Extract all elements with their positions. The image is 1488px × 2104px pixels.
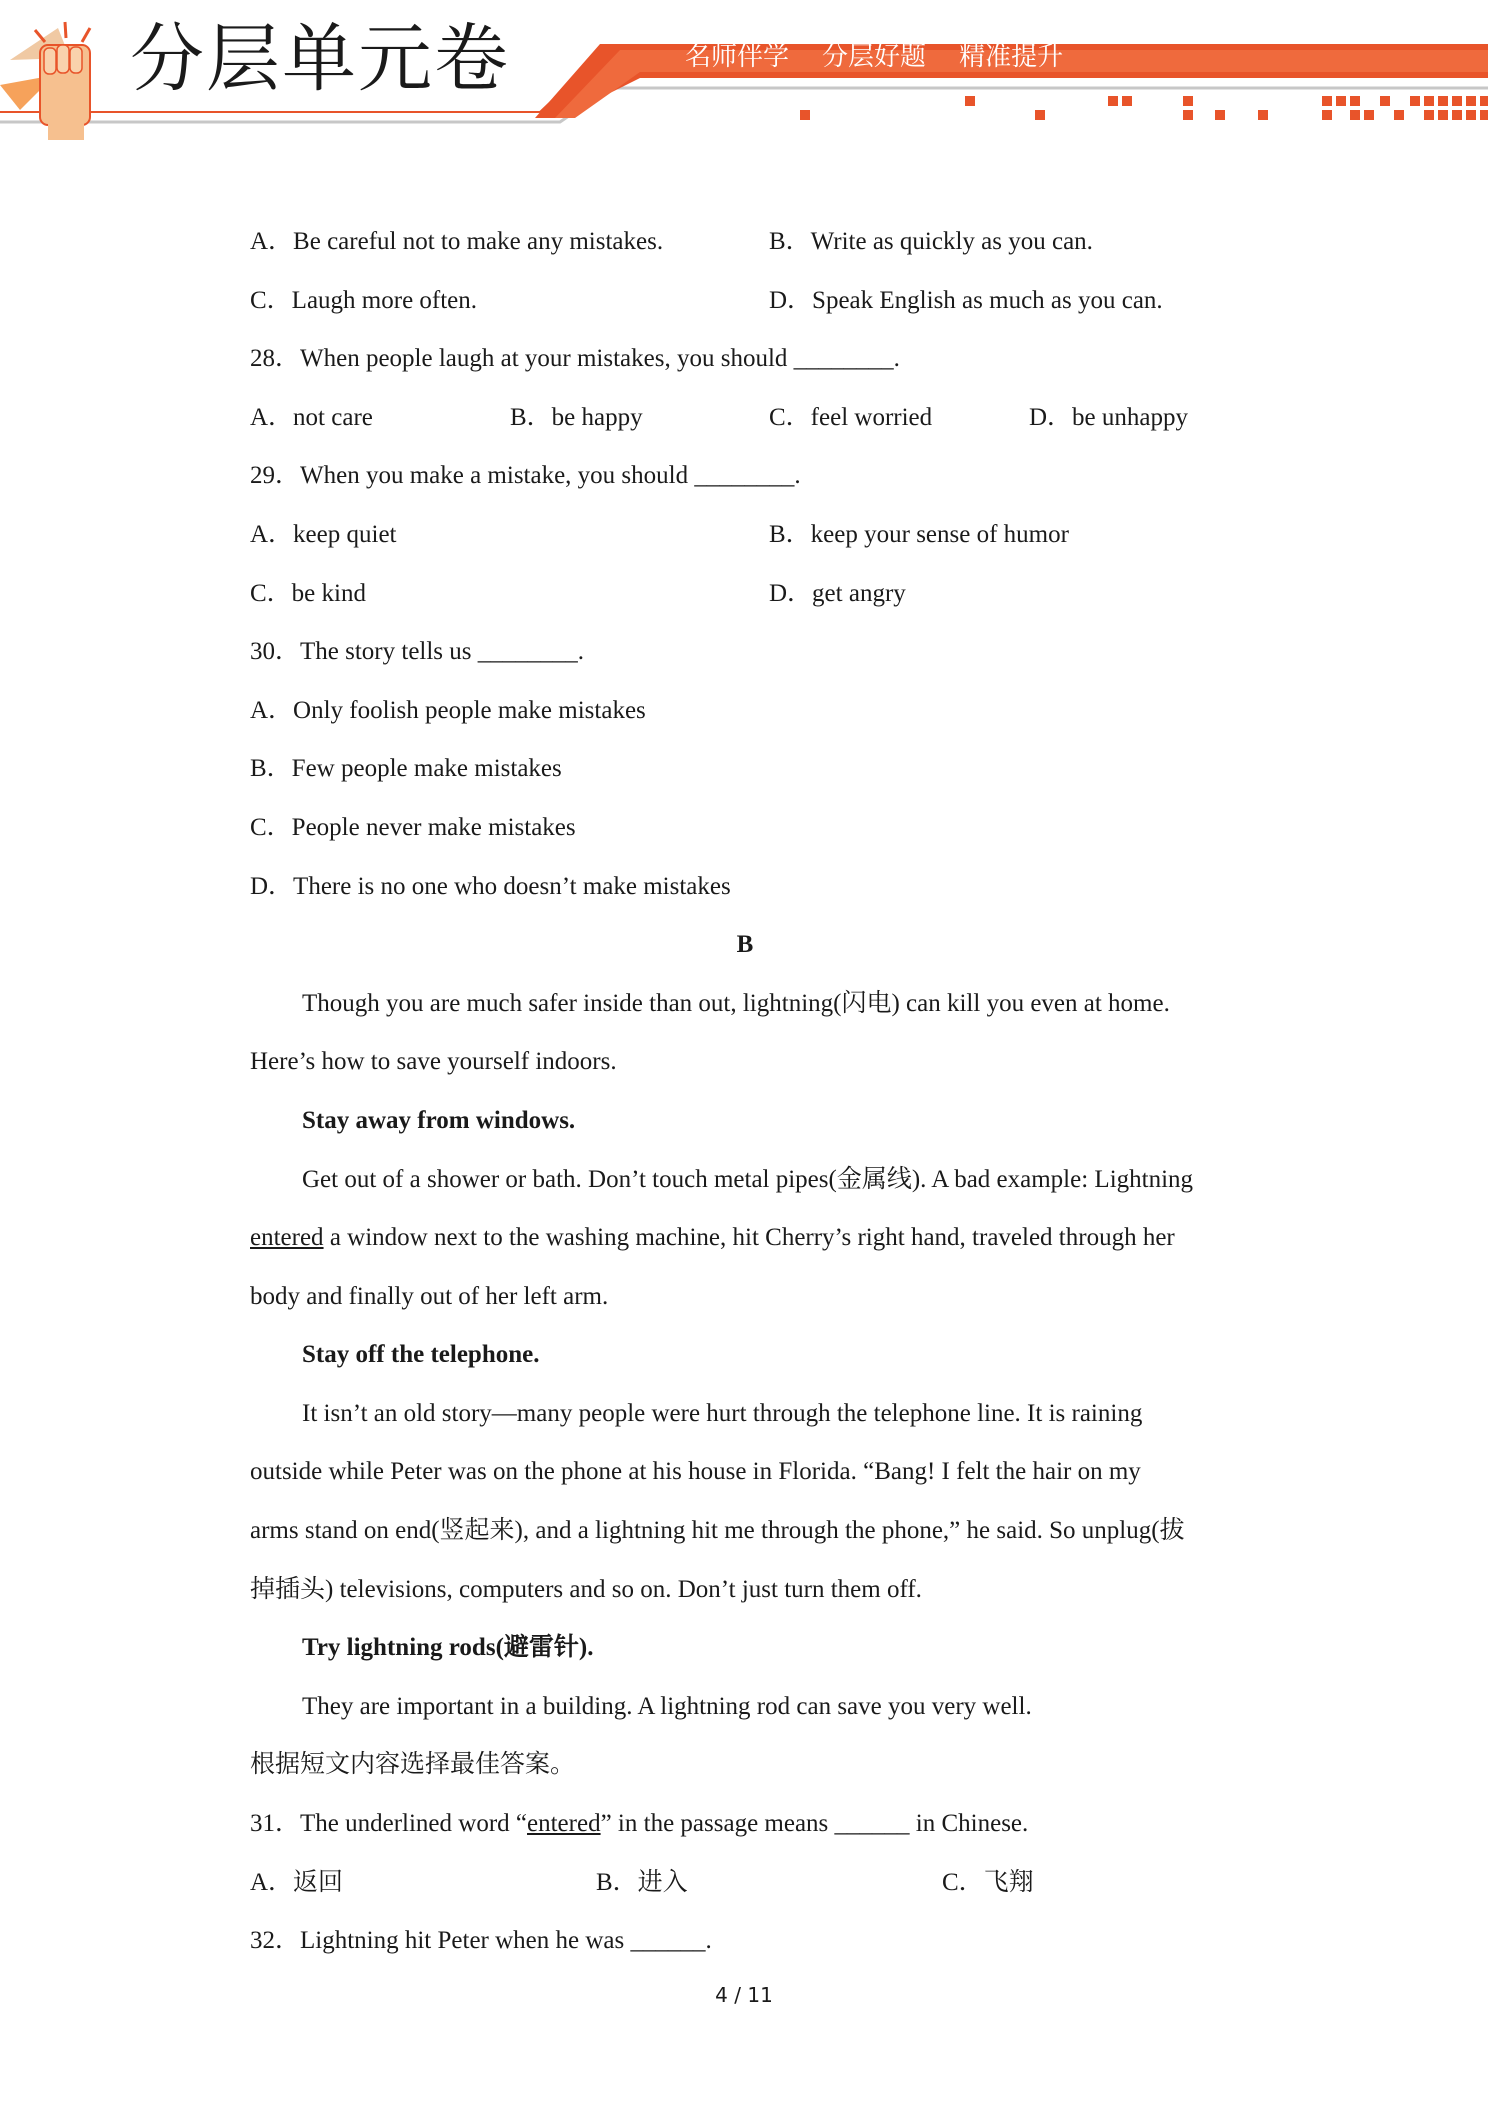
passage-heading-telephone: Stay off the telephone. [302, 1341, 540, 1369]
passage-p1-line1: Get out of a shower or bath. Don’t touch metal pipes(金属线). A bad example: Lightning [302, 1165, 1194, 1193]
passage-p3-line1: They are important in a building. A lightning rod can save you very well. [302, 1692, 1032, 1720]
q27-option-c: C．Laugh more often. [250, 286, 478, 314]
passage-p2-line3: arms stand on end(竖起来), and a lightning hit me through the phone,” he said. So unplug(拔 [250, 1517, 1185, 1545]
q31-stem [250, 1795, 1250, 1854]
q28-option-d: D．be unhappy [1029, 403, 1188, 431]
q28-stem: 28．When people laugh at your mistakes, you should ________. [250, 345, 900, 373]
q29-stem: 29．When you make a mistake, you should ________. [250, 462, 801, 490]
q27-options-row1 [250, 213, 1250, 272]
q28-options [250, 389, 1250, 448]
q30-option-a: A．Only foolish people make mistakes [250, 696, 646, 724]
q30-option-d: D．There is no one who doesn’t make mistakes [250, 872, 731, 900]
q29-options-row1 [250, 506, 1250, 565]
q29-option-b: B．keep your sense of humor [769, 520, 1069, 548]
q27-option-d: D．Speak English as much as you can. [769, 286, 1163, 314]
exam-content [250, 213, 1250, 1971]
q28-option-b: B．be happy [510, 403, 643, 431]
q32-stem: 32．Lightning hit Peter when he was ______. [250, 1927, 712, 1955]
passage-p1-line2-rest: a window next to the washing machine, hit Cherry’s right hand, traveled through her [323, 1224, 1175, 1252]
q28-option-a: A．not care [250, 403, 373, 431]
q31-option-b: B．进入 [596, 1868, 688, 1896]
q29-option-c: C．be kind [250, 579, 366, 607]
q31-underlined-word: entered [527, 1810, 601, 1838]
q30-option-b: B．Few people make mistakes [250, 755, 562, 783]
passage-heading-windows: Stay away from windows. [302, 1106, 576, 1134]
passage-p2-line1: It isn’t an old story—many people were hurt through the telephone line. It is raining [302, 1399, 1143, 1427]
q30-option-c: C．People never make mistakes [250, 813, 576, 841]
passage-p2-line2: outside while Peter was on the phone at his house in Florida. “Bang! I felt the hair on my [250, 1458, 1141, 1486]
brand-title: 分层单元卷 [130, 16, 510, 102]
q27-option-a: A．Be careful not to make any mistakes. [250, 228, 664, 255]
underlined-word-entered: entered [250, 1224, 324, 1252]
q27-option-b: B．Write as quickly as you can. [769, 228, 1093, 255]
passage-p1-line2 [250, 1209, 1250, 1268]
q27-options-row2 [250, 272, 1250, 331]
header-banner [0, 0, 1488, 150]
q31-stem-prefix: 31．The underlined word “ [250, 1810, 528, 1838]
passage-p1-line3: body and finally out of her left arm. [250, 1282, 609, 1310]
passage-intro-line1: Though you are much safer inside than out, lightning(闪电) can kill you even at home. [302, 989, 1170, 1017]
page-number: 4 / 11 [715, 1983, 773, 2007]
q29-option-a: A．keep quiet [250, 520, 397, 548]
passage-p2-line4: 掉插头) televisions, computers and so on. Don’t just turn them off. [250, 1575, 922, 1603]
passage-intro-line2: Here’s how to save yourself indoors. [250, 1048, 617, 1076]
section-label-b: B [736, 931, 754, 959]
q28-option-c: C．feel worried [769, 403, 933, 431]
q30-stem: 30．The story tells us ________. [250, 638, 585, 666]
passage-heading-rods: Try lightning rods(避雷针). [302, 1634, 594, 1662]
q31-options [250, 1854, 1250, 1913]
instruction-text: 根据短文内容选择最佳答案。 [250, 1751, 576, 1779]
q31-stem-suffix: ” in the passage means ______ in Chinese. [600, 1810, 1029, 1838]
header-slogan: 名师伴学 分层好题 精准提升 [685, 42, 1064, 72]
q31-option-a: A．返回 [250, 1868, 344, 1896]
q29-options-row2 [250, 565, 1250, 624]
q31-option-c: C．飞翔 [942, 1868, 1034, 1896]
q29-option-d: D．get angry [769, 579, 906, 607]
